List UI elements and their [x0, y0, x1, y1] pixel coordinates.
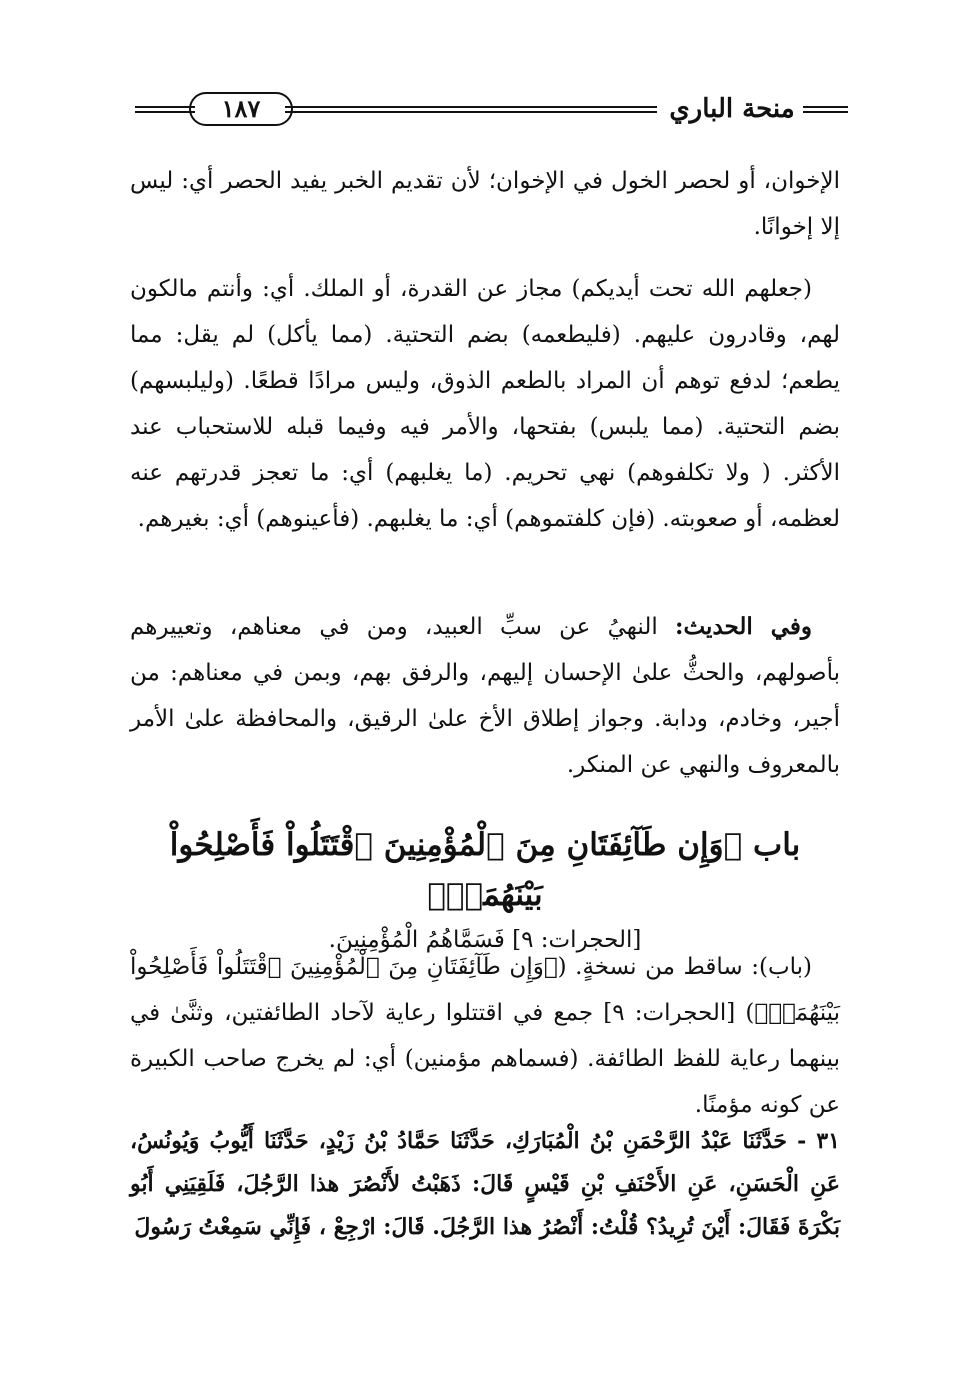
chapter-heading — [130, 820, 840, 960]
paragraph-text: الإخوان، أو لحصر الخول في الإخوان؛ لأن تقديم الخبر يفيد الحصر أي: ليس إلا إخوانًا. — [130, 168, 840, 240]
paragraph-hadith-lessons — [130, 604, 840, 788]
header-rule-right — [803, 106, 848, 113]
paragraph-continuation — [130, 158, 840, 250]
paragraph-text: (باب): ساقط من نسخةٍ. (﴿وَإِن طَآئِفَتَانِ مِنَ ٱلْمُؤْمِنِينَ ٱقْتَتَلُواْ فَأَصْلِحُواْ بَيْنَهُمَاۖ﴾) [الحجرات: ٩] جمع في اقتتلوا رعاية لآحاد الطائفتين، وثنَّىٰ في بينهما رعاية للفظ الطائفة. (فسماهم مؤمنين) أي: لم يخرج صاحب الكبيرة عن كونه مؤمنًا. — [130, 954, 840, 1118]
hadith-text — [130, 1120, 840, 1249]
page-header — [135, 92, 842, 132]
paragraph-lead-in: وفي الحديث: — [674, 613, 812, 640]
paragraph-commentary — [130, 266, 840, 542]
header-rule-left — [135, 106, 195, 113]
paragraph-text: (جعلهم الله تحت أيديكم) مجاز عن القدرة، أو الملك. أي: وأنتم مالكون لهم، وقادرون عليهم. (فليطعمه) بضم التحتية. (مما يأكل) لم يقل: مما يطعم؛ لدفع توهم أن المراد بالطعم الذوق، وليس مرادًا قطعًا. (وليلبسهم) بضم التحتية. (مما يلبس) بفتحها، والأمر فيه وفيما قبله للاستحباب عند الأكثر. ( ولا تكلفوهم) نهي تحريم. (ما يغلبهم) أي: ما تعجز قدرتهم عنه لعظمه، أو صعوبته. (فإن كلفتموهم) أي: ما يغلبهم. (فأعينوهم) أي: بغيرهم. — [130, 276, 840, 532]
chapter-title: باب ﴿وَإِن طَآئِفَتَانِ مِنَ ٱلْمُؤْمِنِينَ ٱقْتَتَلُواْ فَأَصْلِحُواْ بَيْنَهُمَاۖ﴾ — [169, 827, 801, 913]
page-number: ١٨٧ — [189, 92, 293, 126]
header-rule-middle — [285, 106, 657, 113]
hadith-narration: ٣١ - حَدَّثَنَا عَبْدُ الرَّحْمَنِ بْنُ الْمُبَارَكِ، حَدَّثَنَا حَمَّادُ بْنُ زَيْدٍ، حَدَّثَنَا أَيُّوبُ وَيُونُسُ، عَنِ الْحَسَنِ، عَنِ الأَحْنَفِ بْنِ قَيْسٍ قَالَ: ذَهَبْتُ لأَنْصُرَ هذا الرَّجُلَ، فَلَقِيَنِي أَبُو بَكْرَةَ فَقَالَ: أَيْنَ تُرِيدُ؟ قُلْتُ: أَنْصُرُ هذا الرَّجُلَ. قَالَ: ارْجِعْ ، فَإِنِّي سَمِعْتُ رَسُولَ — [130, 1128, 840, 1240]
running-title: منحة الباري — [669, 94, 795, 124]
paragraph-chapter-commentary — [130, 944, 840, 1128]
paragraph-text: النهيُ عن سبِّ العبيد، ومن في معناهم، وتعييرهم بأصولهم، والحثُّ علىٰ الإحسان إليهم، والرفق بهم، وبمن في معناهم: من أجير، وخادم، ودابة. وجواز إطلاق الأخ علىٰ الرقيق، والمحافظة علىٰ الأمر بالمعروف والنهي عن المنكر. — [130, 614, 840, 778]
chapter-subtitle: [الحجرات: ٩] فَسَمَّاهُمُ الْمُؤْمِنِينَ. — [328, 927, 642, 953]
